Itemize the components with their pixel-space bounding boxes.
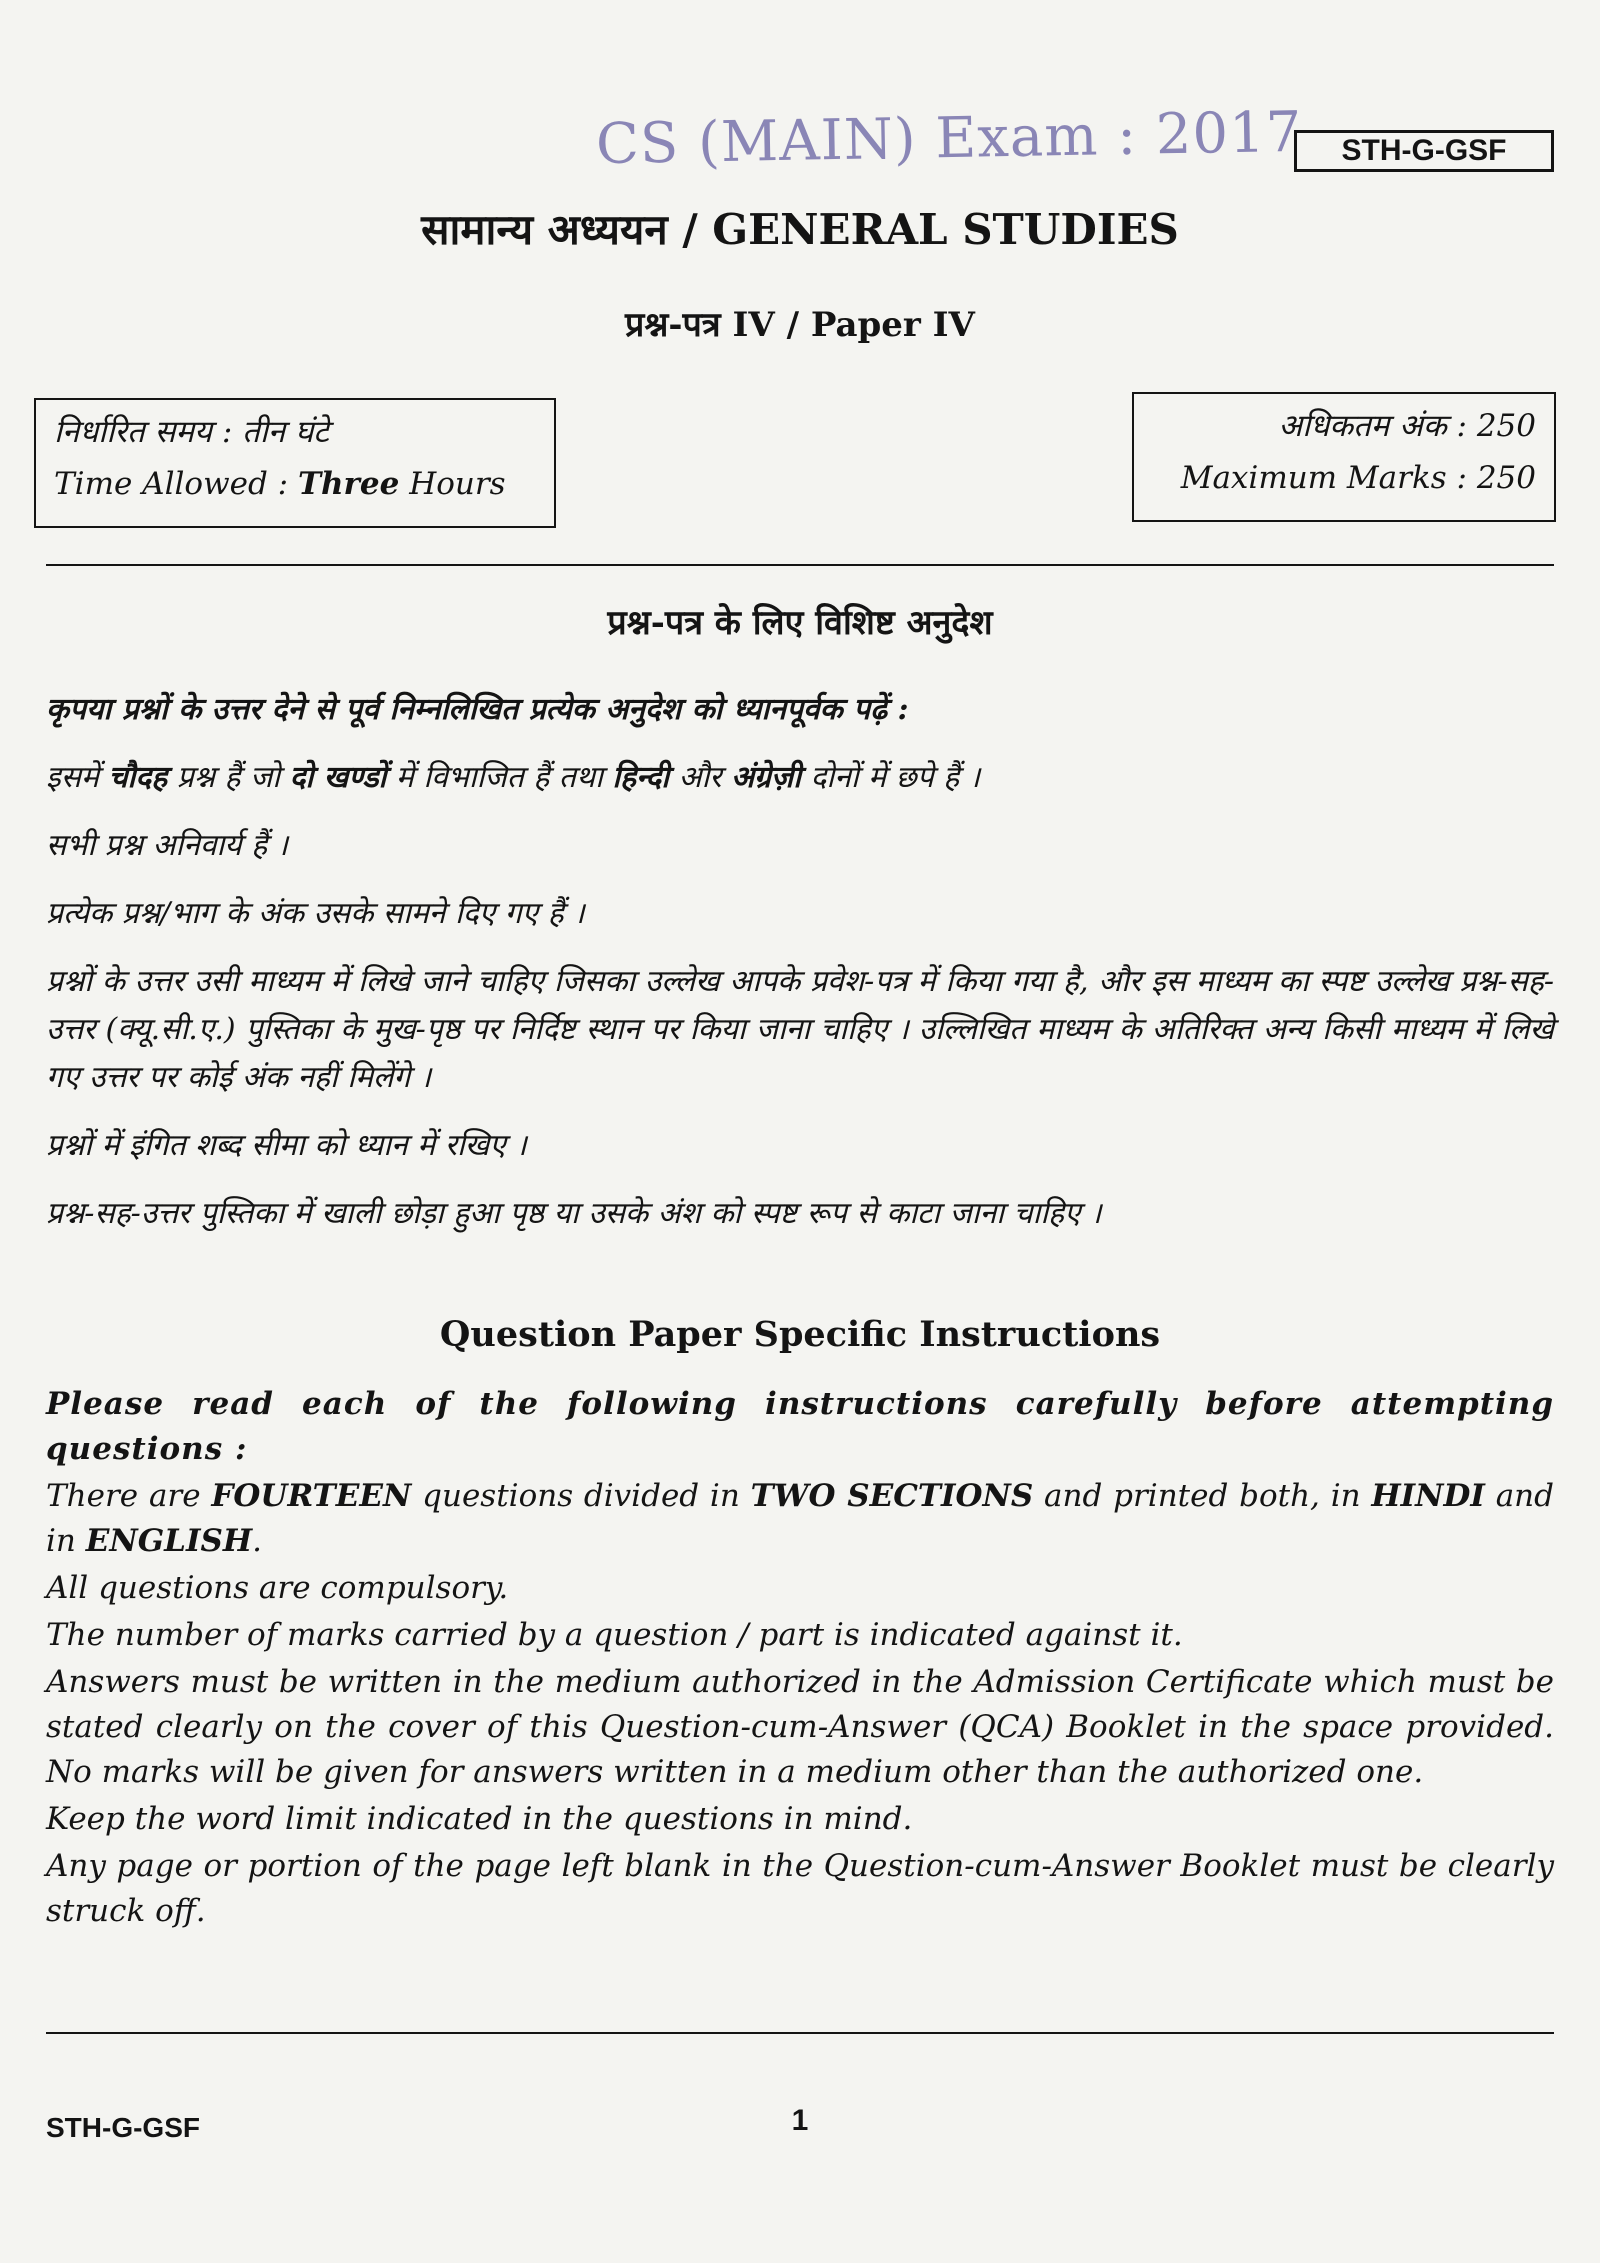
hindi-instruction-3: प्रत्येक प्रश्न/भाग के अंक उसके सामने दिए गए हैं । [46,896,585,931]
page-number: 1 [791,2104,809,2137]
exam-stamp: CS (MAIN) Exam : 2017 [595,99,1303,178]
time-allowed-unit: Hours [399,466,506,502]
maximum-marks-box [1132,392,1556,522]
hindi-instruction-2: सभी प्रश्न अनिवार्य हैं । [46,828,289,863]
hindi-instructions-heading: प्रश्न-पत्र के लिए विशिष्ट अनुदेश [607,603,993,643]
hindi-instruction-6: प्रश्न-सह-उत्तर पुस्तिका में खाली छोड़ा हुआ पृष्ठ या उसके अंश को स्पष्ट रूप से काटा जाना चाहिए । [46,1196,1102,1231]
hindi-instruction-4: प्रश्नों के उत्तर उसी माध्यम में लिखे जाने चाहिए जिसका उल्लेख आपके प्रवेश-पत्र में किया गया है, और इस माध्यम का स्पष्ट उल्लेख प्रश्न-सह-उत्तर (क्यू.सी.ए.) पुस्तिका के मुख-पृष्ठ पर निर्दिष्ट स्थान पर किया जाना चाहिए । उल्लिखित माध्यम के अतिरिक्त अन्य किसी माध्यम में लिखे गए उत्तर पर कोई अंक नहीं मिलेंगे । [46,964,1554,1095]
hindi-instruction-5: प्रश्नों में इंगित शब्द सीमा को ध्यान में रखिए । [46,1128,527,1163]
english-instruction-5: Keep the word limit indicated in the questions in mind. [46,1801,913,1837]
hindi-instructions [46,686,1554,1258]
divider-top [46,564,1554,566]
footer-paper-code: STH-G-GSF [46,2112,200,2143]
english-instructions-heading: Question Paper Specific Instructions [439,1314,1161,1355]
paper-subtitle: प्रश्न-पत्र IV / Paper IV [625,305,975,345]
english-instruction-1: There are FOURTEEN questions divided in TWO SECTIONS and printed both, in HINDI and in ENGLISH. [46,1478,1554,1559]
hindi-instruction-1: इसमें चौदह प्रश्न हैं जो दो खण्डों में विभाजित हैं तथा हिन्दी और अंग्रेज़ी दोनों में छपे हैं । [46,760,981,795]
time-allowed-value: Three [297,466,400,502]
paper-code-box [1294,130,1554,172]
time-allowed-label: Time Allowed : [54,466,298,502]
english-instruction-4: Answers must be written in the medium authorized in the Admission Certificate which must be stated clearly on the cover of this Question-cum-Answer (QCA) Booklet in the space provided. No marks will be given for answers written in a medium other than the authorized one. [46,1664,1554,1790]
english-instruction-2: All questions are compulsory. [46,1570,509,1606]
time-allowed-box [34,398,556,528]
time-allowed-english [54,458,536,510]
paper-title: सामान्य अध्ययन / GENERAL STUDIES [421,205,1179,254]
english-instruction-6: Any page or portion of the page left blank in the Question-cum-Answer Booklet must be clearly struck off. [46,1848,1554,1929]
maximum-marks-hindi: अधिकतम अंक : 250 [1278,408,1536,444]
english-instruction-3: The number of marks carried by a question / part is indicated against it. [46,1617,1183,1653]
paper-code: STH-G-GSF [1341,134,1507,167]
english-instructions [46,1382,1554,1936]
hindi-instructions-lead: कृपया प्रश्नों के उत्तर देने से पूर्व निम्नलिखित प्रत्येक अनुदेश को ध्यानपूर्वक पढ़ें : [46,692,909,727]
divider-bottom [46,2032,1554,2034]
maximum-marks-english: Maximum Marks : 250 [1180,460,1536,496]
time-allowed-hindi: निर्धारित समय : तीन घंटे [54,414,329,450]
english-instructions-lead: Please read each of the following instructions carefully before attempting questions : [46,1386,1554,1467]
